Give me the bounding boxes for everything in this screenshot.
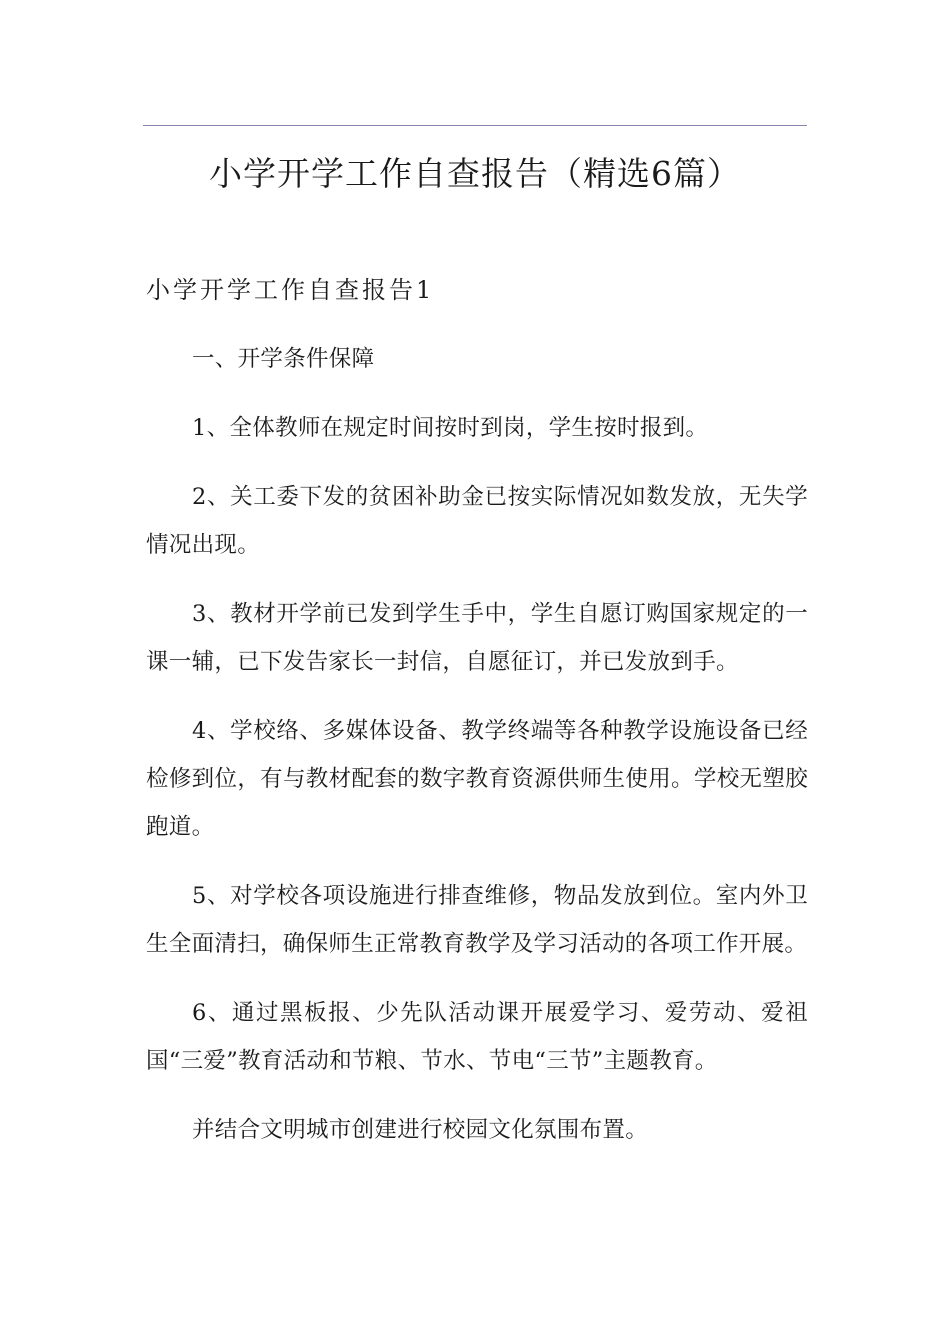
paragraph: 5、对学校各项设施进行排查维修，物品发放到位。室内外卫生全面清扫，确保师生正常教育教学及学习活动的各项工作开展。 [146, 883, 808, 957]
paragraph: 3、教材开学前已发到学生手中，学生自愿订购国家规定的一课一辅，已下发告家长一封信，自愿征订，并已发放到手。 [146, 601, 808, 675]
document-title: 小学开学工作自查报告（精选6篇） [209, 154, 741, 193]
paragraph: 2、关工委下发的贫困补助金已按实际情况如数发放，无失学情况出现。 [146, 484, 808, 558]
paragraph-heading: 一、开学条件保障 [192, 346, 375, 372]
document-body [146, 335, 808, 1175]
paragraph: 并结合文明城市创建进行校园文化氛围布置。 [192, 1117, 649, 1143]
section-heading: 小学开学工作自查报告1 [146, 276, 435, 304]
paragraph: 1、全体教师在规定时间按时到岗，学生按时报到。 [192, 415, 709, 441]
paragraph: 6、通过黑板报、少先队活动课开展爱学习、爱劳动、爱祖国“三爱”教育活动和节粮、节水、节电“三节”主题教育。 [146, 1000, 808, 1074]
header-rule [143, 125, 807, 126]
paragraph: 4、学校络、多媒体设备、教学终端等各种教学设施设备已经检修到位，有与教材配套的数字教育资源供师生使用。学校无塑胶跑道。 [146, 718, 808, 840]
